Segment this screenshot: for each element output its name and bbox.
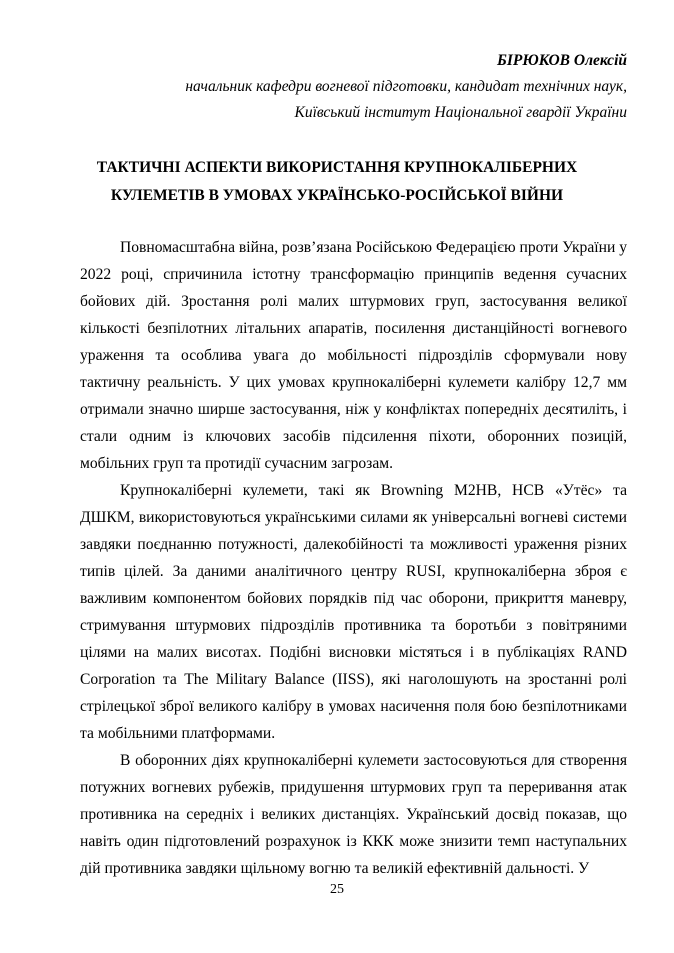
article-title	[60, 154, 614, 210]
author-block	[185, 48, 627, 126]
page-number: 25	[330, 882, 344, 897]
author-name: БІРЮКОВ Олексій	[496, 52, 627, 69]
article-body	[80, 234, 627, 882]
paragraph-2: Крупнокаліберні кулемети, такі як Browning M2HB, НСВ «Утёс» та ДШКМ, використовуються українськими силами як універсальні вогневі системи завдяки поєднанню потужності, далекобійності та можливості ураження різних типів цілей. За даними аналітичного центру RUSI, крупнокаліберна зброя є важливим компонентом бойових порядків під час оборони, прикриття маневру, стримування штурмових підрозділів противника та боротьби з повітряними цілями на малих висотах. Подібні висновки містяться і в публікаціях RAND Corporation та The Military Balance (IISS), які наголошують на зростанні ролі стрілецької зброї великого калібру в умовах насичення поля бою безпілотниками та мобільними платформами.	[80, 482, 627, 742]
paragraph-1: Повномасштабна війна, розв’язана Російською Федерацією проти України у 2022 році, спричинила істотну трансформацію принципів ведення сучасних бойових дій. Зростання ролі малих штурмових груп, застосування великої кількості безпілотних літальних апаратів, посилення дистанційності вогневого ураження та особлива увага до мобільності підрозділів сформували нову тактичну реальність. У цих умовах крупнокаліберні кулемети калібру 12,7 мм отримали значно ширше застосування, ніж у конфліктах попередніх десятиліть, і стали одним із ключових засобів підсилення піхоти, оборонних позицій, мобільних груп та протидії сучасним загрозам.	[80, 239, 627, 472]
title-line-1: ТАКТИЧНІ АСПЕКТИ ВИКОРИСТАННЯ КРУПНОКАЛІБЕРНИХ	[96, 159, 578, 176]
paragraph-3: В оборонних діях крупнокаліберні кулемети застосовуються для створення потужних вогневих рубежів, придушення штурмових груп та переривання атак противника на середніх і великих дистанціях. Український досвід показав, що навіть один підготовлений розрахунок із ККК може знизити темп наступальних дій противника завдяки щільному вогню та великій ефективній дальності. У	[80, 752, 627, 877]
author-institution: Київський інститут Національної гвардії України	[294, 104, 627, 121]
title-line-2: КУЛЕМЕТІВ В УМОВАХ УКРАЇНСЬКО-РОСІЙСЬКОЇ ВІЙНИ	[110, 187, 564, 204]
author-position: начальник кафедри вогневої підготовки, кандидат технічних наук,	[185, 78, 627, 95]
